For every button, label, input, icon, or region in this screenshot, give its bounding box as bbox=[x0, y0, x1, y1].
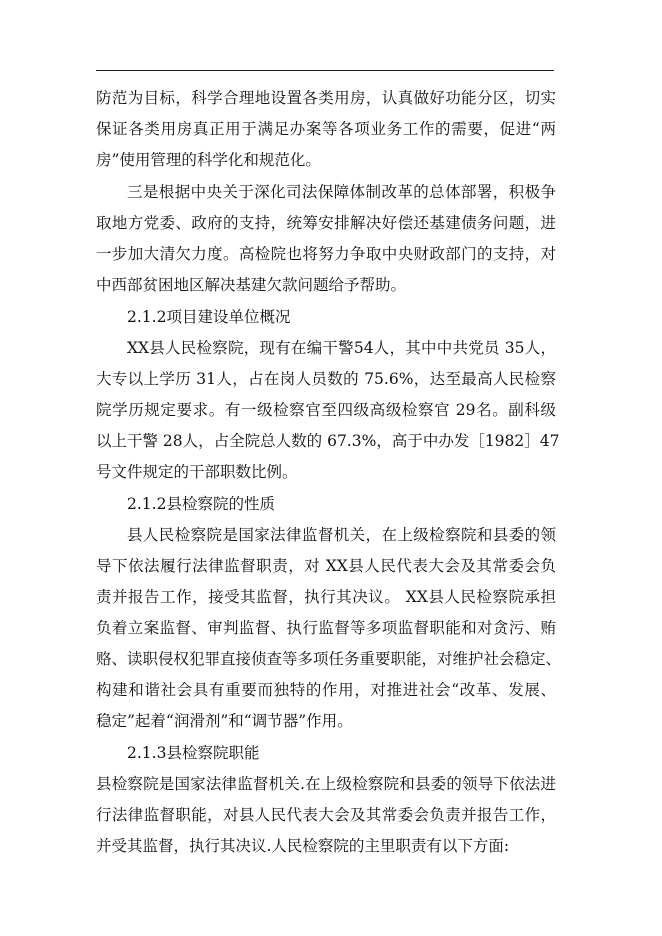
text-line: 并受其监督，执行其决议.人民检察院的主里职责有以下方面: bbox=[96, 837, 510, 855]
section-heading: 2.1.2项目建设单位概况 bbox=[127, 308, 291, 326]
text-line: 责并报告工作，接受其监督，执行其决议。 XX县人民检察院承担 bbox=[96, 588, 556, 606]
section-heading: 2.1.3县检察院职能 bbox=[127, 744, 260, 762]
text-line: 保证各类用房真正用于满足办案等各项业务工作的需要，促进“两 bbox=[96, 120, 556, 138]
text-line: 导下依法履行法律监督职责，对 XX县人民代表大会及其常委会负 bbox=[96, 557, 556, 575]
text-line: 以上干警 28人，占全院总人数的 67.3%，高于中办发［1982］47 bbox=[96, 432, 560, 450]
text-line: 取地方党委、政府的支持，统筹安排解决好偿还基建债务问题，进 bbox=[96, 214, 556, 232]
text-line: 构建和谐社会具有重要而独特的作用，对推进社会“改革、发展、 bbox=[96, 681, 556, 699]
text-line: 稳定”起着“润滑剂”和“调节器”作用。 bbox=[96, 712, 353, 730]
section-heading: 2.1.2县检察院的性质 bbox=[127, 495, 275, 513]
text-line: 防范为目标，科学合理地设置各类用房，认真做好功能分区，切实 bbox=[96, 89, 556, 107]
header-rule bbox=[96, 70, 554, 71]
text-line: 赂、读职侵权犯罪直接侦查等多项任务重要职能，对维护社会稳定、 bbox=[96, 650, 562, 668]
text-line: 县检察院是国家法律监督机关.在上级检察院和县委的领导下依法进 bbox=[96, 775, 556, 793]
text-line: 三是根据中央关于深化司法保障体制改革的总体部署，积极争 bbox=[127, 183, 556, 201]
text-line: 房”使用管理的科学化和规范化。 bbox=[96, 151, 321, 169]
text-line: 大专以上学历 31人，占在岗人员数的 75.6%，达至最高人民检察 bbox=[96, 370, 556, 388]
text-line: 一步加大清欠力度。高检院也将努力争取中央财政部门的支持，对 bbox=[96, 245, 556, 263]
text-line: 县人民检察院是国家法律监督机关，在上级检察院和县委的领 bbox=[127, 526, 556, 544]
text-line: 院学历规定要求。有一级检察官至四级高级检察官 29名。副科级 bbox=[96, 401, 556, 419]
text-line: 负着立案监督、审判监督、执行监督等多项监督职能和对贪污、贿 bbox=[96, 619, 556, 637]
text-line: XX县人民检察院，现有在编干警54人，其中中共党员 35人， bbox=[127, 339, 556, 357]
text-line: 行法律监督职能，对县人民代表大会及其常委会负责并报告工作， bbox=[96, 806, 556, 824]
text-line: 中西部贫困地区解决基建欠款问题给予帮助。 bbox=[96, 276, 407, 294]
text-line: 号文件规定的干部职数比例。 bbox=[96, 463, 298, 481]
